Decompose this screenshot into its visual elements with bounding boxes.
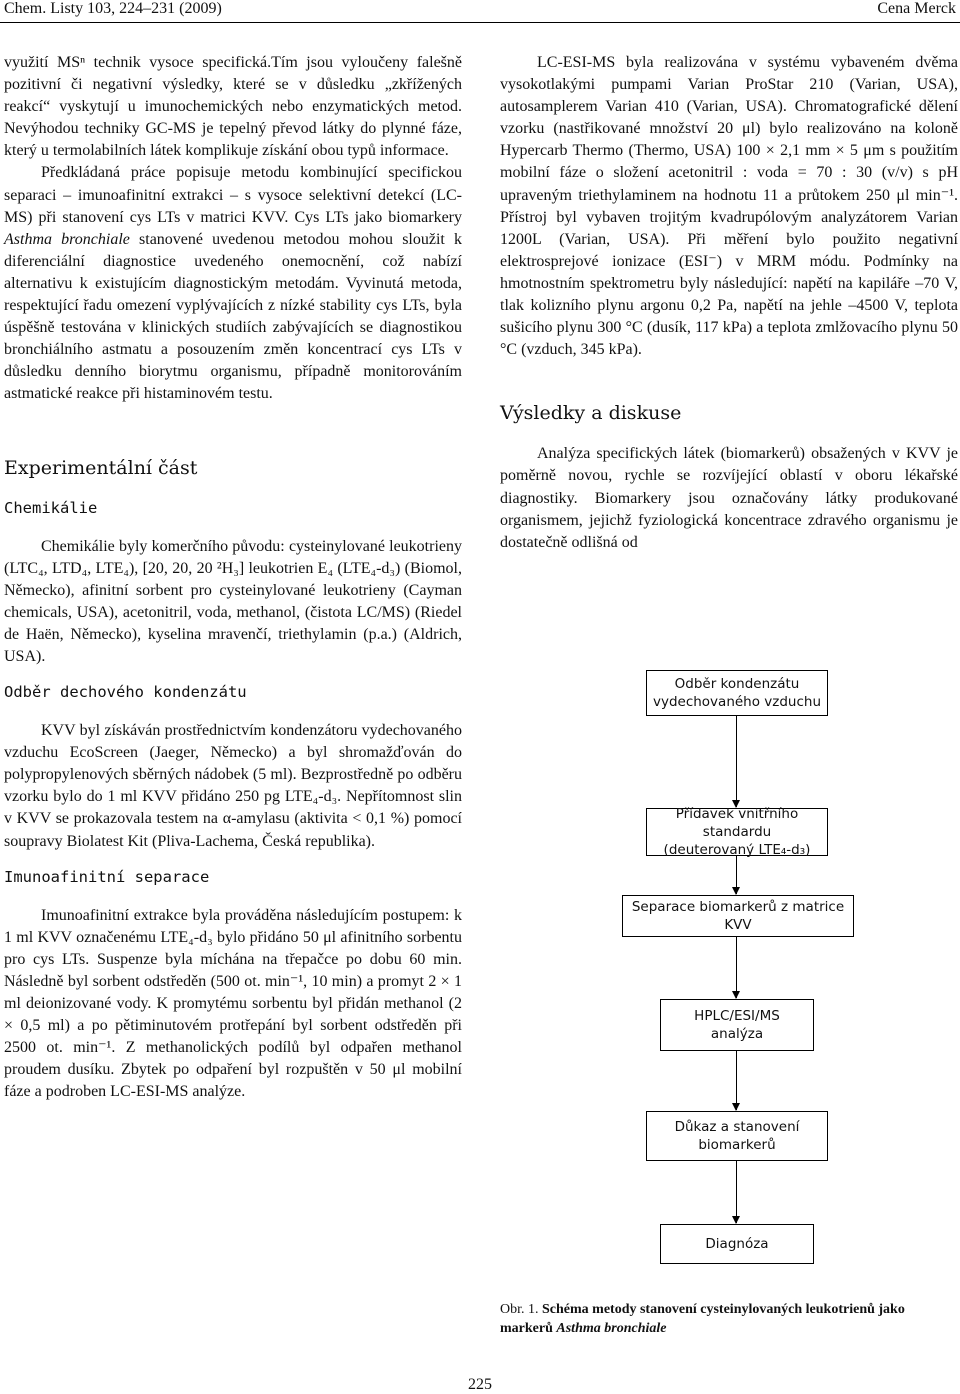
subheading-breath-condensate: Odběr dechového kondenzátu — [4, 683, 247, 702]
flow-arrow-3 — [736, 936, 737, 998]
intro-paragraph-2: Předkládaná práce popisuje metodu kombinující specifickou separaci – imunoafinitní extrakci – s vysoce selektivní detekcí (LC-MS) při stanovení cys LTs v matrici KVV. Cys LTs jako biomarkery Asthma bronchiale stanovené uvedenou metodou mohou sloužit k diferenciální diagnostice uvedeného onemocnění, což nabízí alternativu k existujícím diagnostickým metodám. Vyvinutá metoda, respektující řadu omezení vyplývajících z nízké stability cys LTs, byla úspěšně testována v klinických studiích zabývajících se diagnostikou bronchiálního astmatu a posouzením změn koncentrací cys LTs v důsledku denního biorytmu organismu, případně monitorováním astmatické reakce při histaminovém testu. — [4, 164, 462, 403]
subheading-immunoaffinity: Imunoafinitní separace — [4, 867, 210, 886]
immunoaffinity-paragraph: Imunoafinitní extrakce byla prováděna následujícím postupem: k 1 ml KVV označenému LTE₄-d₃ bylo přidáno 50 μl afinitního sorbentu pro cys LTs. Suspenze byla míchána na třepačce po dobu 60 min. Následně byl sorbent odstředěn (500 ot. min⁻¹, 10 min) a promyt 2 × 1 ml deionizované vody. K promytému sorbentu byl přidán methanol (2 × 0,5 ml) a po pětiminutovém protřepání byl sorbent odstředěn při 2500 ot. min⁻¹. Z methanolických podílů byl odpařen methanol proudem dusíku. Zbytek po odpaření byl rozpuštěn v 50 μl mobilní fáze a podroben LC-ESI-MS analýze. — [4, 906, 462, 1101]
subheading-chemicals: Chemikálie — [4, 498, 98, 517]
header-rule — [0, 22, 960, 23]
flow-step-6: Diagnóza — [660, 1224, 814, 1264]
lcms-paragraph: LC-ESI-MS byla realizována v systému vybaveném dvěma vysokotlakými pumpami Varian ProStar 210 (Varian, USA), autosamplerem Varian 410 (Varian, USA). Chromatografické dělení vzorku (nastřikované množství 20 μl) bylo realizováno na koloně Hypercarb Thermo (Thermo, USA) 100 × 2,1 mm × 5 μm s použitím mobilní fáze o složení acetonitril : voda = 70 : 30 (v/v) s pH upraveným triethylaminem na hodnotu 11 a průtokem 250 μl min⁻¹. Přístroj byl vybaven trojitým kvadrupólovým analyzátorem Varian 1200L (Varian, USA). Při měření bylo použito negativní elektrosprejové ionizace (ESI⁻) v MRM módu. Podmínky na hmotnostním spektrometru byly následující: napětí na kapiláře –70 V, tlak kolizního plynu argonu 0,2 Pa, napětí na jehle –4500 V, teplota sušicího plynu 300 °C (dusík, 117 kPa) a teplota zmlžovacího plynu 50 °C (vzduch, 345 kPa). — [500, 54, 958, 359]
journal-citation: Chem. Listy 103, 224–231 (2009) — [4, 0, 222, 17]
flow-step-2: Přídavek vnitřního standardu (deuterovaný LTE₄-d₃) — [646, 808, 828, 856]
section-heading-experimental: Experimentální část — [4, 456, 198, 479]
flow-step-3: Separace biomarkerů z matrice KVV — [622, 895, 854, 937]
chemicals-paragraph: Chemikálie byly komerčního původu: cysteinylované leukotrieny (LTC₄, LTD₄, LTE₄), [20, 20, 20 ²H₃] leukotrien E₄ (LTE₄-d₃) (Biomol, Německo), afinitní sorbent pro cysteinylované leukotrieny (Cayman chemicals, USA), acetonitril, voda, methanol, (čistota LC/MS) (Riedel de Haën, Německo), kyselina mravenčí, triethylamin (p.a.) (Aldrich, USA). — [4, 537, 462, 665]
intro-paragraph-1: využití MSⁿ technik vysoce specifická.Tím jsou vyloučeny falešně pozitivní či negativní výsledky, které se v důsledku „zkřížených reakcí“ vyskytují u imunochemických nebo enzymatických metod. Nevýhodou techniky GC-MS je tepelný převod látky do plynné fáze, který u termolabilních látek komplikuje získání obou typů informace. — [4, 54, 462, 160]
flow-step-5: Důkaz a stanovení biomarkerů — [646, 1111, 828, 1161]
flow-arrow-1 — [736, 715, 737, 807]
results-paragraph: Analýza specifických látek (biomarkerů) obsažených v KVV je poměrně novou, rychle se rozvíjející oblastí v oboru lékařské diagnostiky. Biomarkery jsou označovány látky produkované organismem, jejichž fyziologická koncentrace zdravého organismu je dostatečně odlišná od — [500, 445, 958, 551]
flow-step-1: Odběr kondenzátu vydechovaného vzduchu — [646, 670, 828, 716]
flow-step-4: HPLC/ESI/MS analýza — [660, 999, 814, 1051]
section-name: Cena Merck — [877, 0, 956, 17]
section-heading-results: Výsledky a diskuse — [500, 402, 682, 425]
flow-arrow-2 — [736, 855, 737, 894]
right-column — [500, 52, 958, 554]
running-header — [0, 0, 960, 22]
condensate-paragraph: KVV byl získáván prostřednictvím kondenzátoru vydechovaného vzduchu EcoScreen (Jaeger, Německo) a byl shromažďován do polypropylenových sběrných nádobek (5 ml). Bezprostředně po odběru vzorku bylo do 1 ml KVV přidáno 250 pg LTE₄-d₃. Nepřítomnost slin v KVV se prokazovala testem na α-amylasu (aktivita < 0,1 %) pomocí soupravy Biolatest Kit (Pliva-Lachema, Česká republika). — [4, 722, 462, 850]
flow-arrow-5 — [736, 1160, 737, 1223]
page-number: 225 — [468, 1376, 492, 1393]
left-column — [4, 52, 462, 1103]
figure-caption: Obr. 1. Schéma metody stanovení cysteinylovaných leukotrienů jako markerů Asthma bronchiale — [500, 1302, 905, 1336]
flow-arrow-4 — [736, 1050, 737, 1110]
